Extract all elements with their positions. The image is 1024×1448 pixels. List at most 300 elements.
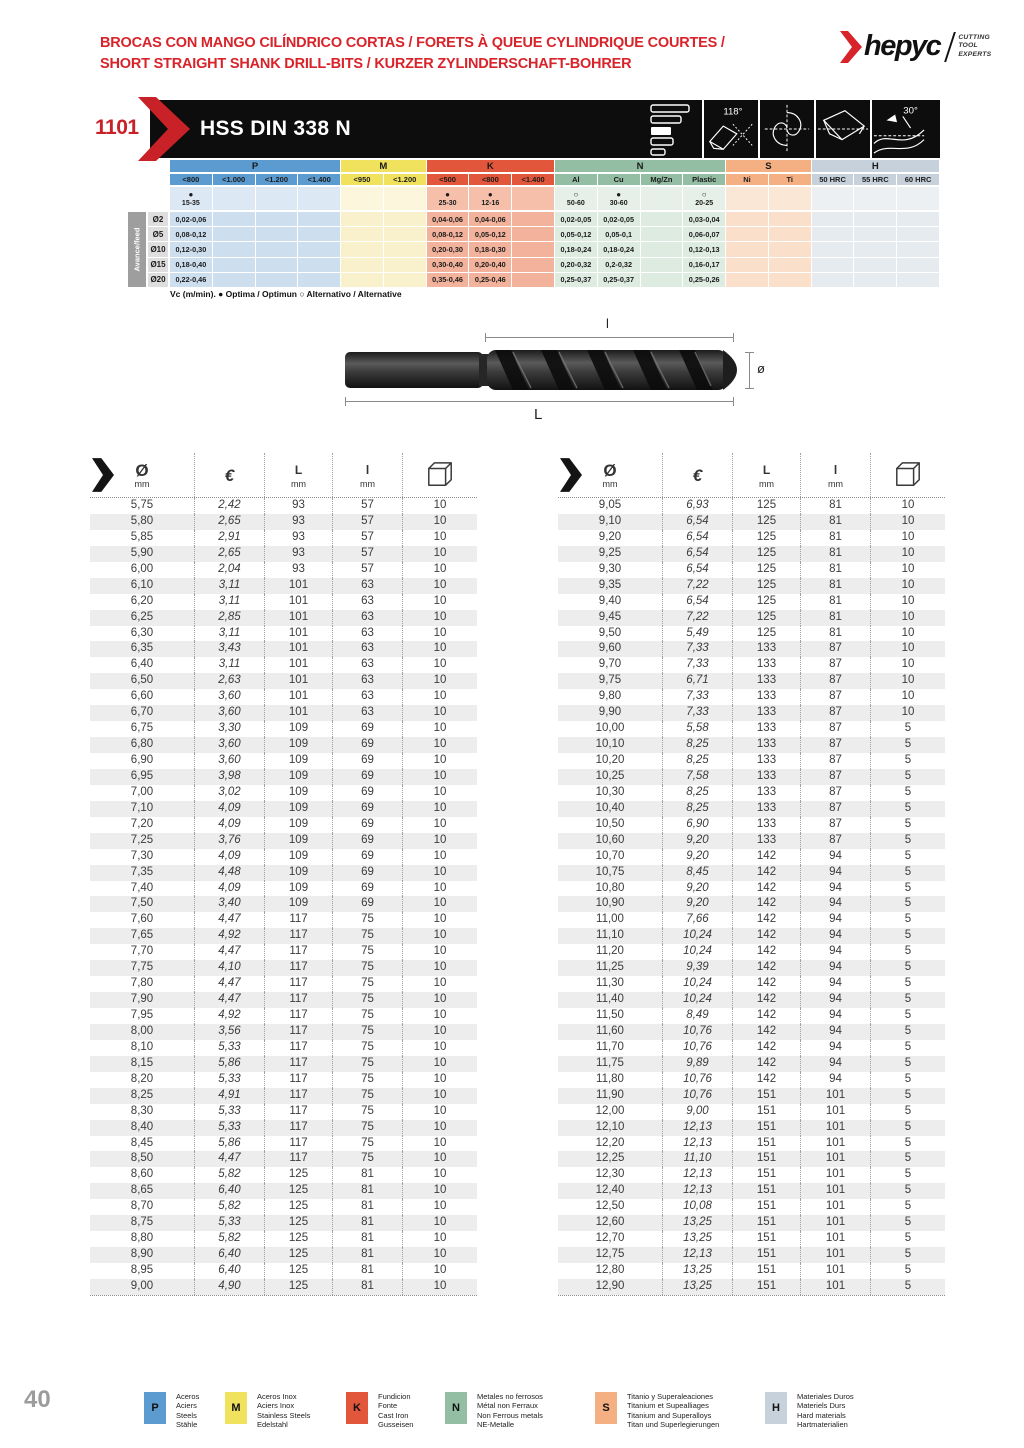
cell-flute-length: 63 [333, 673, 403, 689]
feed-cell: 0,05-0,12 [469, 227, 511, 241]
table-row [90, 657, 477, 673]
cell-price: 9,39 [663, 960, 733, 976]
cell-flute-length: 87 [801, 641, 871, 657]
cell-total-length: 101 [265, 578, 333, 594]
cell-diameter: 9,35 [558, 578, 663, 594]
cell-price: 3,98 [195, 769, 265, 785]
feed-cell: 0,20-0,32 [555, 258, 597, 272]
cell-qty: 10 [901, 578, 915, 591]
cell-flute-length: 87 [801, 769, 871, 785]
cell-qty: 10 [433, 514, 447, 527]
cell-flute-length: 75 [333, 1024, 403, 1040]
cell-flute-length: 81 [333, 1215, 403, 1231]
cell-flute-length: 57 [333, 498, 403, 514]
cell-total-length: 125 [733, 626, 801, 642]
table-row [558, 817, 945, 833]
col-flute-length: l mm [333, 453, 403, 497]
table-row [90, 705, 477, 721]
feed-cell [298, 258, 340, 272]
cell-flute-length: 75 [333, 1040, 403, 1056]
cell-price: 13,25 [663, 1215, 733, 1231]
svg-text:30°: 30° [903, 105, 918, 117]
legend-swatch: K [346, 1392, 368, 1424]
cell-qty: 5 [904, 977, 912, 990]
table-row [558, 1056, 945, 1072]
cell-flute-length: 87 [801, 833, 871, 849]
table-row [558, 912, 945, 928]
feed-cell: 0,2-0,32 [598, 258, 640, 272]
cell-flute-length: 87 [801, 721, 871, 737]
cell-flute-length: 63 [333, 626, 403, 642]
cell-flute-length: 81 [333, 1263, 403, 1279]
feed-cell: 0,20-0,30 [427, 242, 469, 256]
cell-qty: 10 [433, 1009, 447, 1021]
feed-cell [213, 212, 255, 226]
cell-price: 5,49 [663, 626, 733, 642]
cell-total-length: 109 [265, 881, 333, 897]
cell-qty: 10 [433, 754, 447, 766]
page-title [100, 33, 725, 75]
legend-swatch: N [445, 1392, 467, 1424]
cell-flute-length: 101 [801, 1136, 871, 1152]
table-row [558, 673, 945, 689]
feed-cell [213, 227, 255, 241]
price-table-body [558, 498, 945, 1296]
cell-qty: 10 [433, 1104, 447, 1117]
cell-price: 8,45 [663, 865, 733, 881]
cell-total-length: 117 [265, 1056, 333, 1072]
cell-diameter: 9,45 [558, 610, 663, 626]
col-price: € [663, 453, 733, 497]
cell-qty: 10 [433, 977, 447, 990]
table-row [90, 944, 477, 960]
cell-qty: 5 [904, 785, 912, 798]
feed-cell [641, 227, 683, 241]
cell-diameter: 6,10 [90, 578, 195, 594]
table-row [90, 865, 477, 881]
cell-qty: 10 [433, 1232, 447, 1245]
feed-cell: 0,06-0,07 [683, 227, 725, 241]
cell-total-length: 117 [265, 976, 333, 992]
cell-total-length: 109 [265, 833, 333, 849]
material-group-S: S [726, 160, 811, 172]
cell-total-length: 133 [733, 657, 801, 673]
cell-qty: 10 [901, 658, 915, 671]
cell-price: 13,25 [663, 1279, 733, 1295]
cell-diameter: 10,90 [558, 896, 663, 912]
cell-price: 4,92 [195, 1008, 265, 1024]
cell-diameter: 5,85 [90, 530, 195, 546]
cell-qty: 10 [433, 722, 447, 735]
table-row [90, 896, 477, 912]
cell-flute-length: 101 [801, 1231, 871, 1247]
legend-item-S [595, 1392, 719, 1430]
cell-flute-length: 81 [801, 514, 871, 530]
cell-price: 9,00 [663, 1104, 733, 1120]
cell-price: 10,24 [663, 944, 733, 960]
feed-cell: 0,05-0,1 [598, 227, 640, 241]
table-row [90, 769, 477, 785]
feed-cell [726, 258, 768, 272]
cell-flute-length: 75 [333, 912, 403, 928]
table-row [558, 1263, 945, 1279]
feed-cell: 0,25-0,46 [469, 273, 511, 287]
table-row [90, 737, 477, 753]
table-row [558, 721, 945, 737]
vc-cell [769, 187, 811, 210]
cell-qty: 10 [433, 769, 447, 782]
cell-qty: 10 [433, 594, 447, 607]
feed-cell [213, 273, 255, 287]
table-row [90, 641, 477, 657]
cell-price: 5,82 [195, 1167, 265, 1183]
cell-price: 4,09 [195, 881, 265, 897]
vc-cell: ● 12-16 [469, 187, 511, 210]
cell-total-length: 101 [265, 657, 333, 673]
cell-qty: 5 [904, 1104, 912, 1117]
banner-pictograms [646, 100, 926, 158]
col-flute-length: l mm [801, 453, 871, 497]
subcol-header: Cu [598, 174, 640, 185]
cell-total-length: 151 [733, 1279, 801, 1295]
total-length-label: L [534, 406, 543, 423]
cell-total-length: 101 [265, 641, 333, 657]
cell-flute-length: 87 [801, 785, 871, 801]
cell-price: 10,76 [663, 1040, 733, 1056]
dim-tick [733, 397, 734, 406]
title-line-2: SHORT STRAIGHT SHANK DRILL-BITS / KURZER ZYLINDERSCHAFT-BOHRER [100, 56, 632, 72]
cell-total-length: 151 [733, 1263, 801, 1279]
cell-qty: 10 [901, 546, 915, 559]
legend-item-P [144, 1392, 199, 1430]
feed-cell: 0,18-0,40 [170, 258, 212, 272]
feed-cell: 0,20-0,40 [469, 258, 511, 272]
cell-qty: 10 [433, 546, 447, 559]
table-row [558, 1167, 945, 1183]
cell-flute-length: 81 [801, 594, 871, 610]
cell-price: 10,24 [663, 992, 733, 1008]
cell-total-length: 151 [733, 1215, 801, 1231]
cell-diameter: 9,80 [558, 689, 663, 705]
table-row [558, 1151, 945, 1167]
table-row [558, 1215, 945, 1231]
table-row [90, 498, 477, 514]
vc-cell [213, 187, 255, 210]
cell-price: 2,65 [195, 514, 265, 530]
table-row [558, 1199, 945, 1215]
cell-total-length: 151 [733, 1136, 801, 1152]
cell-qty: 5 [904, 993, 912, 1006]
subcol-header: <1.400 [512, 174, 554, 185]
cell-flute-length: 94 [801, 896, 871, 912]
diameter-dim-line [749, 352, 750, 388]
brand-chevron-icon [840, 31, 862, 63]
feed-cell: 0,05-0,12 [555, 227, 597, 241]
cell-total-length: 142 [733, 1024, 801, 1040]
subcol-header: Ni [726, 174, 768, 185]
table-row [558, 992, 945, 1008]
cell-flute-length: 101 [801, 1183, 871, 1199]
cell-diameter: 10,50 [558, 817, 663, 833]
cell-total-length: 125 [265, 1247, 333, 1263]
cell-diameter: 7,60 [90, 912, 195, 928]
cell-qty: 5 [904, 1088, 912, 1101]
cell-price: 3,11 [195, 578, 265, 594]
cell-price: 5,33 [195, 1120, 265, 1136]
feed-cell [769, 242, 811, 256]
cell-price: 9,20 [663, 896, 733, 912]
cell-qty: 5 [904, 1056, 912, 1069]
table-row [90, 1263, 477, 1279]
cell-diameter: 6,35 [90, 641, 195, 657]
cell-total-length: 109 [265, 721, 333, 737]
cell-flute-length: 69 [333, 896, 403, 912]
cell-total-length: 117 [265, 992, 333, 1008]
cell-qty: 10 [433, 1040, 447, 1053]
cell-diameter: 8,65 [90, 1183, 195, 1199]
cell-diameter: 7,70 [90, 944, 195, 960]
table-row [90, 1167, 477, 1183]
cell-diameter: 12,90 [558, 1279, 663, 1295]
cell-price: 3,11 [195, 657, 265, 673]
feed-cell [341, 258, 383, 272]
col-total-length: L mm [265, 453, 333, 497]
cell-price: 4,47 [195, 944, 265, 960]
cell-flute-length: 69 [333, 865, 403, 881]
cell-total-length: 109 [265, 737, 333, 753]
cell-flute-length: 81 [801, 546, 871, 562]
feed-cell [213, 258, 255, 272]
cell-flute-length: 81 [333, 1199, 403, 1215]
feed-row-label: Ø2 [148, 212, 168, 226]
cell-flute-length: 63 [333, 689, 403, 705]
vc-cell [256, 187, 298, 210]
feed-cell [854, 227, 896, 241]
feed-cell [341, 212, 383, 226]
cell-total-length: 125 [265, 1231, 333, 1247]
cell-price: 12,13 [663, 1247, 733, 1263]
cell-flute-length: 69 [333, 737, 403, 753]
cell-price: 12,13 [663, 1167, 733, 1183]
table-row [90, 1024, 477, 1040]
cell-total-length: 142 [733, 928, 801, 944]
subcol-header: <1.200 [256, 174, 298, 185]
feed-cell [726, 273, 768, 287]
cell-qty: 10 [901, 499, 915, 511]
cell-diameter: 12,40 [558, 1183, 663, 1199]
cell-diameter: 7,35 [90, 865, 195, 881]
vc-cell: ● 30-60 [598, 187, 640, 210]
cell-total-length: 125 [265, 1199, 333, 1215]
legend-text: Aceros Inox Aciers Inox Stainless Steels Edelstahl [257, 1392, 311, 1430]
cell-price: 6,54 [663, 530, 733, 546]
dim-tick [733, 333, 734, 342]
cell-diameter: 9,20 [558, 530, 663, 546]
cell-price: 9,20 [663, 881, 733, 897]
cell-qty: 10 [433, 626, 447, 639]
cell-qty: 10 [433, 562, 447, 575]
vc-cell [641, 187, 683, 210]
cell-diameter: 9,10 [558, 514, 663, 530]
feed-cell [641, 273, 683, 287]
cell-price: 5,58 [663, 721, 733, 737]
cell-flute-length: 81 [333, 1247, 403, 1263]
cell-flute-length: 87 [801, 673, 871, 689]
cell-flute-length: 94 [801, 912, 871, 928]
cell-diameter: 10,20 [558, 753, 663, 769]
cell-qty: 10 [433, 610, 447, 623]
table-row [558, 546, 945, 562]
table-row [558, 594, 945, 610]
vc-cell [854, 187, 896, 210]
table-row [90, 1151, 477, 1167]
table-row [558, 865, 945, 881]
table-row [558, 1104, 945, 1120]
cell-flute-length: 87 [801, 801, 871, 817]
vc-cell [812, 187, 854, 210]
subcol-header: <1.400 [298, 174, 340, 185]
cell-price: 6,90 [663, 817, 733, 833]
cell-flute-length: 69 [333, 801, 403, 817]
table-row [558, 896, 945, 912]
cell-price: 3,40 [195, 896, 265, 912]
cell-total-length: 133 [733, 737, 801, 753]
cell-flute-length: 69 [333, 833, 403, 849]
cell-diameter: 7,50 [90, 896, 195, 912]
cell-flute-length: 57 [333, 562, 403, 578]
cell-price: 4,91 [195, 1088, 265, 1104]
cell-qty: 5 [904, 769, 912, 782]
feed-cell [812, 242, 854, 256]
cell-flute-length: 81 [801, 626, 871, 642]
feed-cell: 0,04-0,06 [427, 212, 469, 226]
subcol-header: 60 HRC [897, 174, 939, 185]
cell-flute-length: 94 [801, 849, 871, 865]
cell-diameter: 11,75 [558, 1056, 663, 1072]
cell-total-length: 117 [265, 960, 333, 976]
table-row [90, 801, 477, 817]
cell-diameter: 7,65 [90, 928, 195, 944]
cell-diameter: 12,75 [558, 1247, 663, 1263]
cell-diameter: 7,10 [90, 801, 195, 817]
table-row [90, 562, 477, 578]
cell-total-length: 117 [265, 1072, 333, 1088]
cell-total-length: 125 [265, 1183, 333, 1199]
table-row [558, 1024, 945, 1040]
feed-cell [512, 258, 554, 272]
feed-row-label: Ø5 [148, 227, 168, 241]
cell-total-length: 125 [733, 610, 801, 626]
cell-qty: 10 [433, 674, 447, 687]
cell-price: 5,33 [195, 1072, 265, 1088]
feed-cell [256, 273, 298, 287]
feed-cell: 0,18-0,24 [598, 242, 640, 256]
cell-price: 3,11 [195, 594, 265, 610]
logo-divider [944, 32, 956, 62]
cell-qty: 5 [904, 849, 912, 862]
table-row [90, 1183, 477, 1199]
cell-diameter: 5,75 [90, 498, 195, 514]
feed-cell [341, 242, 383, 256]
table-row [90, 1120, 477, 1136]
table-row [558, 769, 945, 785]
table-row [558, 1072, 945, 1088]
cell-qty: 5 [904, 1152, 912, 1165]
cell-diameter: 11,90 [558, 1088, 663, 1104]
cell-price: 3,56 [195, 1024, 265, 1040]
cell-flute-length: 94 [801, 944, 871, 960]
cell-flute-length: 94 [801, 1008, 871, 1024]
cell-total-length: 109 [265, 785, 333, 801]
cell-diameter: 10,80 [558, 881, 663, 897]
cell-price: 7,33 [663, 689, 733, 705]
cell-qty: 5 [904, 1120, 912, 1133]
feed-cell [341, 273, 383, 287]
cell-diameter: 11,00 [558, 912, 663, 928]
cell-diameter: 7,20 [90, 817, 195, 833]
table-row [90, 514, 477, 530]
cell-flute-length: 94 [801, 992, 871, 1008]
cell-total-length: 133 [733, 753, 801, 769]
cell-diameter: 10,75 [558, 865, 663, 881]
cell-flute-length: 101 [801, 1088, 871, 1104]
series-code: 1101 [95, 116, 139, 139]
price-table-header [90, 453, 477, 498]
legend-item-H [765, 1392, 854, 1430]
cell-flute-length: 75 [333, 976, 403, 992]
table-row [558, 801, 945, 817]
feed-cell [897, 242, 939, 256]
table-row [558, 976, 945, 992]
cell-diameter: 6,00 [90, 562, 195, 578]
cell-diameter: 10,70 [558, 849, 663, 865]
cell-flute-length: 57 [333, 530, 403, 546]
cell-flute-length: 75 [333, 1072, 403, 1088]
table-row [558, 705, 945, 721]
table-row [558, 849, 945, 865]
table-row [90, 960, 477, 976]
cell-total-length: 101 [265, 689, 333, 705]
cell-diameter: 8,95 [90, 1263, 195, 1279]
cell-flute-length: 75 [333, 1136, 403, 1152]
cell-price: 4,47 [195, 976, 265, 992]
cell-qty: 10 [901, 514, 915, 527]
feed-cell: 0,08-0,12 [170, 227, 212, 241]
feed-cell [512, 242, 554, 256]
feed-cell: 0,12-0,30 [170, 242, 212, 256]
cell-total-length: 125 [265, 1167, 333, 1183]
vc-cell [298, 187, 340, 210]
cell-price: 2,65 [195, 546, 265, 562]
cell-flute-length: 101 [801, 1247, 871, 1263]
material-group-N: N [555, 160, 725, 172]
cell-diameter: 7,30 [90, 849, 195, 865]
feed-cell [384, 242, 426, 256]
cell-qty: 10 [433, 1072, 447, 1085]
cell-qty: 10 [433, 945, 447, 958]
subcol-header: Al [555, 174, 597, 185]
cell-qty: 10 [433, 658, 447, 671]
cell-diameter: 11,80 [558, 1072, 663, 1088]
cell-qty: 10 [433, 1184, 447, 1197]
cell-diameter: 10,30 [558, 785, 663, 801]
feed-cell: 0,25-0,37 [555, 273, 597, 287]
cell-total-length: 142 [733, 912, 801, 928]
material-group-M: M [341, 160, 426, 172]
feed-cell [769, 273, 811, 287]
box-icon [871, 453, 945, 497]
cell-price: 8,25 [663, 801, 733, 817]
